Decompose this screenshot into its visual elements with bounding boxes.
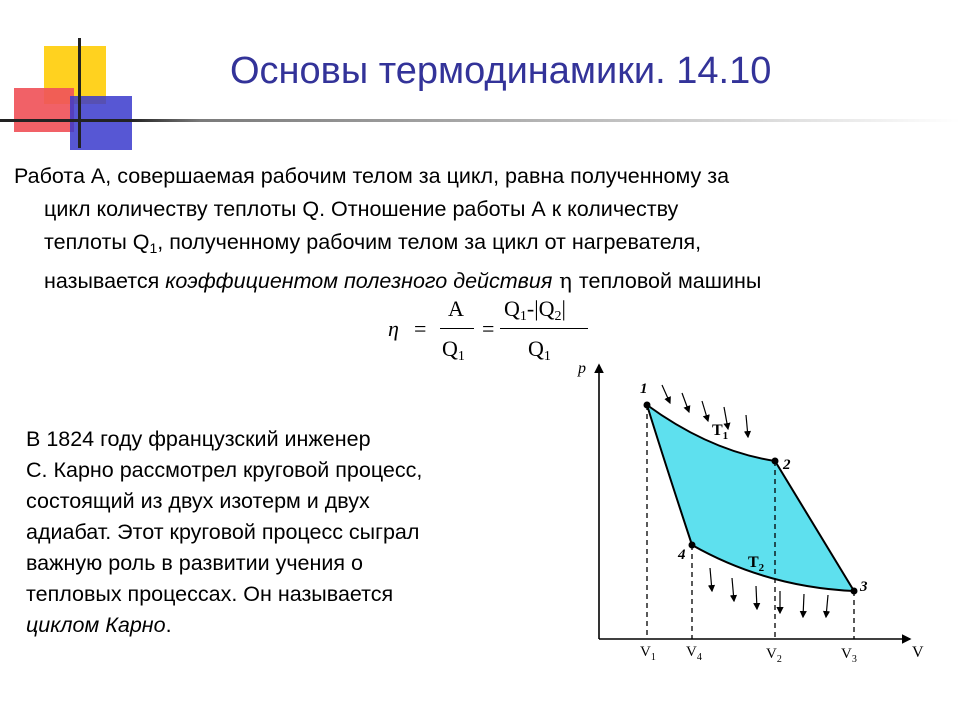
eta-symbol: η xyxy=(552,269,579,294)
intro-line-4-rest: тепловой машины xyxy=(578,269,762,293)
arrow-out-1 xyxy=(710,568,712,591)
v1-letter: V xyxy=(640,644,651,660)
t2-subscript: 2 xyxy=(758,562,765,574)
v2-letter: V xyxy=(766,646,777,662)
state-point-2 xyxy=(772,458,779,465)
carnot-line-7-end: . xyxy=(165,613,172,637)
title-underline xyxy=(0,119,960,122)
t1-letter: T xyxy=(712,422,723,439)
carnot-line-3: состоящий из двух изотерм и двух xyxy=(26,489,370,513)
carnot-line-5: важную роль в развитии учения о xyxy=(26,551,363,575)
state-point-4 xyxy=(689,542,696,549)
arrow-in-4 xyxy=(724,407,728,429)
arrow-in-5 xyxy=(746,415,748,437)
state-point-1 xyxy=(644,402,651,409)
intro-line-3-subscript: 1 xyxy=(149,240,158,256)
volume-label-v3 xyxy=(841,646,857,665)
intro-line-3-text: теплоты Q xyxy=(44,230,150,254)
axis-label-p: p xyxy=(578,360,586,377)
volume-label-v4 xyxy=(686,644,702,663)
num2-q1: Q xyxy=(504,296,520,321)
state-point-3 xyxy=(851,588,858,595)
t1-subscript: 1 xyxy=(722,430,729,442)
state-label-3: 3 xyxy=(860,579,868,595)
v4-subscript: 4 xyxy=(696,652,702,663)
den2-q: Q xyxy=(528,336,544,361)
den2-subscript: 1 xyxy=(543,349,551,364)
v2-subscript: 2 xyxy=(776,654,782,665)
num2-minus-abs-q2: -|Q xyxy=(526,296,555,321)
carnot-line-4: адиабат. Этот круговой процесс сыграл xyxy=(26,520,420,544)
volume-label-v2 xyxy=(766,646,782,665)
arrow-in-3 xyxy=(702,401,708,421)
intro-line-3 xyxy=(14,226,944,265)
den1-q: Q xyxy=(442,336,458,361)
volume-labels xyxy=(640,644,857,665)
arrow-in-2 xyxy=(682,393,689,412)
carnot-cycle-term: циклом Карно xyxy=(26,613,166,637)
formula-numerator-2 xyxy=(504,296,566,325)
v4-letter: V xyxy=(686,644,697,660)
state-label-1: 1 xyxy=(640,381,648,397)
v3-letter: V xyxy=(841,646,852,662)
arrow-out-3 xyxy=(756,586,757,609)
axis-label-v: V xyxy=(912,644,924,661)
carnot-line-1: В 1824 году французский инженер xyxy=(26,427,371,451)
num2-q2-subscript: 2 xyxy=(554,309,562,324)
volume-label-v1 xyxy=(640,644,656,663)
formula-denominator-2 xyxy=(528,336,551,365)
v3-subscript: 3 xyxy=(851,654,857,665)
fraction-bar-1 xyxy=(440,328,474,329)
state-label-2: 2 xyxy=(783,457,791,473)
intro-line-2: цикл количеству теплоты Q. Отношение работы А к количеству xyxy=(44,197,679,221)
num2-q1-subscript: 1 xyxy=(519,309,527,324)
formula-eta: η xyxy=(388,316,399,341)
intro-line-3-rest: , полученному рабочим телом за цикл от нагревателя, xyxy=(157,230,702,254)
den1-subscript: 1 xyxy=(457,349,465,364)
v1-subscript: 1 xyxy=(650,652,656,663)
fraction-bar-2 xyxy=(500,328,588,329)
carnot-line-6: тепловых процессах. Он называется xyxy=(26,582,394,606)
arrow-out-5 xyxy=(803,594,804,617)
formula-equals-2: = xyxy=(482,316,495,341)
carnot-line-2: С. Карно рассмотрел круговой процесс, xyxy=(26,458,423,482)
decor-vertical-line xyxy=(78,38,81,148)
temp-label-t1 xyxy=(712,422,728,442)
intro-paragraph xyxy=(14,160,944,298)
arrow-out-2 xyxy=(732,578,734,601)
decor-red-square xyxy=(14,88,74,132)
intro-line-4-text: называется xyxy=(44,269,166,293)
slide-title: Основы термодинамики. 14.10 xyxy=(230,50,772,92)
formula-equals-1: = xyxy=(414,316,427,341)
t2-letter: T xyxy=(748,554,759,571)
arrow-in-1 xyxy=(662,385,670,403)
carnot-line-7 xyxy=(26,610,546,641)
pv-diagram xyxy=(570,355,930,680)
intro-line-1: Работа А, совершаемая рабочим телом за цикл, равна полученному за xyxy=(14,164,730,188)
formula-numerator-1: A xyxy=(448,296,464,321)
formula-denominator-1 xyxy=(442,336,465,365)
num2-abs-close: | xyxy=(561,296,566,321)
efficiency-term: коэффициентом полезного действия xyxy=(165,269,553,293)
carnot-paragraph xyxy=(26,424,546,641)
arrow-out-6 xyxy=(826,595,828,617)
state-label-4: 4 xyxy=(678,547,686,563)
